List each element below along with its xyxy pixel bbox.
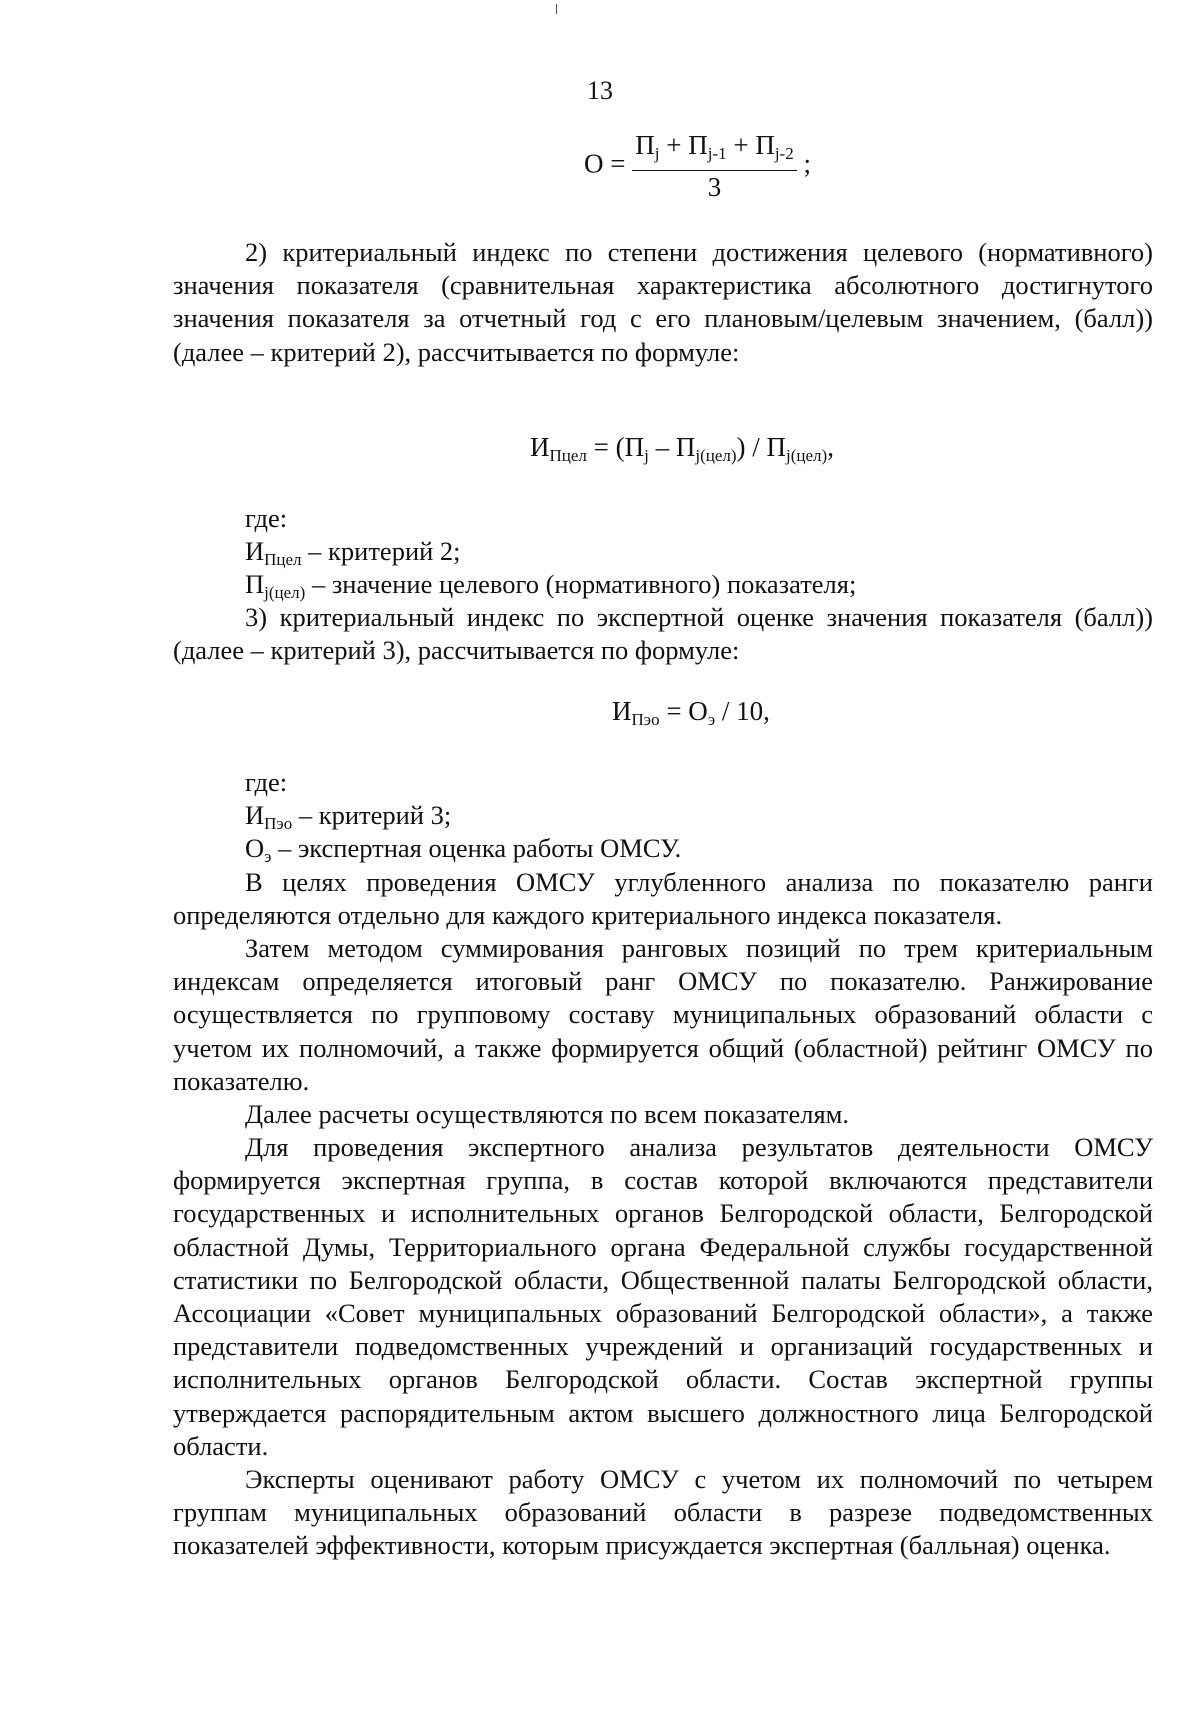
definition-criterion-2: $И_{Пцел}$ – критерий 2; bbox=[245, 536, 461, 569]
formula-symbol: О bbox=[584, 148, 604, 179]
fraction-numerator: $П_j + П_{j-1} + П_{j-2}$ bbox=[632, 130, 796, 171]
definition-expert-score: $О_э$ – экспертная оценка работы ОМСУ. bbox=[245, 833, 682, 866]
formula-average bbox=[584, 130, 811, 203]
where-label: где: bbox=[245, 503, 288, 533]
formula-operator: = bbox=[610, 148, 626, 179]
paragraph-further: Далее расчеты осуществляются по всем показателям. bbox=[245, 1099, 850, 1129]
paragraph-criterion-3: 3) критериальный индекс по экспертной оценке значения показателя (балл)) (далее – критерий 3), рассчитывается по формуле: bbox=[173, 602, 1153, 666]
definition-criterion-3: $И_{Пэо}$ – критерий 3; bbox=[245, 800, 452, 833]
paragraph-expert-group: Для проведения экспертного анализа результатов деятельности ОМСУ формируется экспертная группа, в состав которой включаются представители государственных и исполнительных органов Белгородской области, Белгородской областной Думы, Территориального органа Федеральной службы государственной статистики по Белгородской области, Общественной палаты Белгородской области, Ассоциации «Совет муниципальных образований Белгородской области», а также представители подведомственных учреждений и организаций государственных и исполнительных органов Белгородской области. Состав экспертной группы утверждается распорядительным актом высшего должностного лица Белгородской области. bbox=[173, 1132, 1153, 1461]
paragraph-ranking: В целях проведения ОМСУ углубленного анализа по показателю ранги определяются отдельно для каждого критериального индекса показателя. bbox=[173, 867, 1153, 931]
page-number: 13 bbox=[587, 76, 613, 105]
scan-mark bbox=[556, 4, 557, 14]
paragraph-experts: Эксперты оценивают работу ОМСУ с учетом их полномочий по четырем группам муниципальных образований области в разрезе подведомственных показателей эффективности, которым присуждается экспертная (балльная) оценка. bbox=[173, 1464, 1153, 1561]
fraction bbox=[632, 130, 796, 203]
formula-criterion-2: $И_{Пцел} = (П_j - П_{j(цел)}) / П_{j(цел)}$, bbox=[530, 432, 834, 465]
paragraph-criterion-2: 2) критериальный индекс по степени достижения целевого (нормативного) значения показателя (сравнительная характеристика абсолютного достигнутого значения показателя за отчетный год с его плановым/целевым значением, (балл)) (далее – критерий 2), рассчитывается по формуле: bbox=[173, 237, 1153, 367]
definition-target-value: $П_{j(цел)}$ – значение целевого (нормативного) показателя; bbox=[245, 569, 857, 602]
formula-criterion-3: $И_{Пэо} = О_э / 10$, bbox=[612, 696, 770, 729]
fraction-denominator: 3 bbox=[707, 172, 722, 202]
where-label: где: bbox=[245, 767, 288, 797]
formula-end: ; bbox=[803, 148, 811, 179]
paragraph-summation: Затем методом суммирования ранговых позиций по трем критериальным индексам определяется итоговый ранг ОМСУ по показателю. Ранжирование осуществляется по групповому составу муниципальных образований области с учетом их полномочий, а также формируется общий (областной) рейтинг ОМСУ по показателю. bbox=[173, 933, 1153, 1096]
